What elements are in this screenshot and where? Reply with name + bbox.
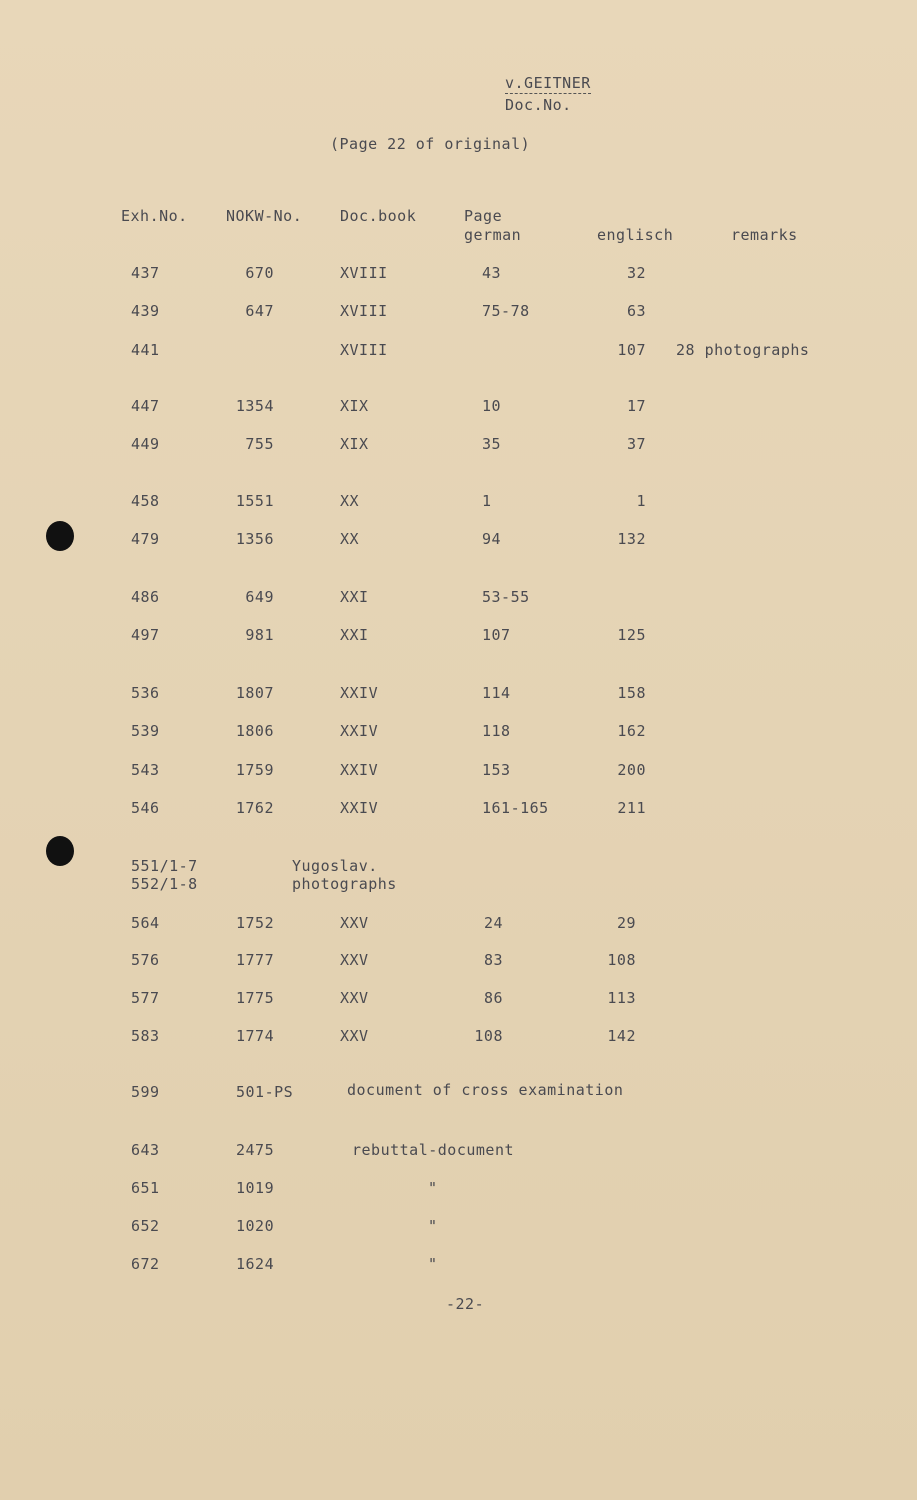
row2-book: XXV [340,914,369,932]
row-german: 94 [482,530,502,548]
row-english: 63 [626,302,646,320]
row2-book: XXV [340,951,369,969]
col-header-docbook: Doc.book [340,207,417,225]
row-exh: 543 [131,761,160,779]
row-german: 75-78 [482,302,530,320]
col-header-nokw: NOKW-No. [226,207,303,225]
col-header-englisch: englisch [597,226,674,244]
row-book: XIX [340,435,369,453]
row-german: 161-165 [482,799,549,817]
row-exh: 497 [131,626,160,644]
row-exh: 449 [131,435,160,453]
yugoslav-exh-1: 551/1-7 [131,857,198,875]
row-nokw: 1551 [235,492,274,510]
col-header-exh: Exh.No. [121,207,188,225]
row-book: XXIV [340,761,379,779]
row-book: XXI [340,588,369,606]
rebuttal-text: rebuttal-document [352,1141,515,1159]
yugoslav-label-1: Yugoslav. [292,857,378,875]
row-german: 43 [482,264,502,282]
row-nokw: 1807 [235,684,274,702]
row-exh: 441 [131,341,160,359]
row-exh: 447 [131,397,160,415]
punch-hole-bottom [46,836,74,866]
row2-nokw: 1774 [236,1027,275,1045]
row-german: 153 [482,761,511,779]
row-exh: 439 [131,302,160,320]
row2-exh: 564 [131,914,160,932]
row-german: 118 [482,722,511,740]
row2-exh: 577 [131,989,160,1007]
row2-book: XXV [340,989,369,1007]
row2-exh: 583 [131,1027,160,1045]
row-german: 53-55 [482,588,530,606]
rebuttal-text: " [428,1255,438,1273]
col-header-german: german [464,226,522,244]
row2-nokw: 1775 [236,989,275,1007]
row-book: XXI [340,626,369,644]
row-exh: 458 [131,492,160,510]
row-english: 107 [617,341,646,359]
row2-english: 113 [607,989,636,1007]
row-book: XVIII [340,302,388,320]
rebuttal-exh: 652 [131,1217,160,1235]
row2-nokw: 1777 [236,951,275,969]
row-english: 37 [626,435,646,453]
row-english: 132 [617,530,646,548]
rebuttal-exh: 643 [131,1141,160,1159]
row2-german: 86 [483,989,503,1007]
row2-english: 29 [616,914,636,932]
yugoslav-exh-2: 552/1-8 [131,875,198,893]
col-header-remarks: remarks [731,226,798,244]
row-nokw: 647 [245,302,274,320]
row-nokw: 755 [245,435,274,453]
row-german: 35 [482,435,502,453]
row-nokw: 1759 [235,761,274,779]
row-english: 125 [617,626,646,644]
cross-nokw: 501-PS [236,1083,294,1101]
yugoslav-label-2: photographs [292,875,397,893]
row-book: XX [340,492,360,510]
row-nokw: 1806 [235,722,274,740]
row-exh: 479 [131,530,160,548]
row-german: 114 [482,684,511,702]
row-german: 1 [482,492,492,510]
row-book: XXIV [340,684,379,702]
rebuttal-nokw: 1624 [236,1255,275,1273]
row-german: 10 [482,397,502,415]
row2-english: 142 [607,1027,636,1045]
punch-hole-top [46,521,74,551]
row-book: XX [340,530,360,548]
row-nokw: 1356 [235,530,274,548]
page-note: (Page 22 of original) [330,135,531,153]
row2-german: 83 [483,951,503,969]
rebuttal-exh: 672 [131,1255,160,1273]
rebuttal-nokw: 2475 [236,1141,275,1159]
defendant-name: v.GEITNER [505,74,591,92]
row-exh: 539 [131,722,160,740]
rebuttal-exh: 651 [131,1179,160,1197]
row2-exh: 576 [131,951,160,969]
col-header-page: Page [464,207,503,225]
row-exh: 536 [131,684,160,702]
row-english: 1 [636,492,646,510]
row-book: XVIII [340,264,388,282]
row-english: 200 [617,761,646,779]
row-nokw: 670 [245,264,274,282]
row2-english: 108 [607,951,636,969]
row-remark: 28 photographs [676,341,810,359]
row-exh: 486 [131,588,160,606]
row-german: 107 [482,626,511,644]
page-number: -22- [446,1295,485,1313]
row-nokw: 1354 [235,397,274,415]
row-nokw: 649 [245,588,274,606]
row2-german: 24 [483,914,503,932]
rebuttal-text: " [428,1217,438,1235]
row-book: XXIV [340,722,379,740]
row2-book: XXV [340,1027,369,1045]
row-english: 158 [617,684,646,702]
row-nokw: 1762 [235,799,274,817]
rebuttal-nokw: 1020 [236,1217,275,1235]
row2-nokw: 1752 [236,914,275,932]
rebuttal-nokw: 1019 [236,1179,275,1197]
row-english: 17 [626,397,646,415]
row-nokw: 981 [245,626,274,644]
row-book: XXIV [340,799,379,817]
cross-exh: 599 [131,1083,160,1101]
row-exh: 437 [131,264,160,282]
row-book: XVIII [340,341,388,359]
row2-german: 108 [474,1027,503,1045]
cross-text: document of cross examination [347,1081,624,1099]
doc-number-label: Doc.No. [505,96,572,114]
row-exh: 546 [131,799,160,817]
row-english: 32 [626,264,646,282]
row-english: 162 [617,722,646,740]
row-english: 211 [617,799,646,817]
rebuttal-text: " [428,1179,438,1197]
row-book: XIX [340,397,369,415]
